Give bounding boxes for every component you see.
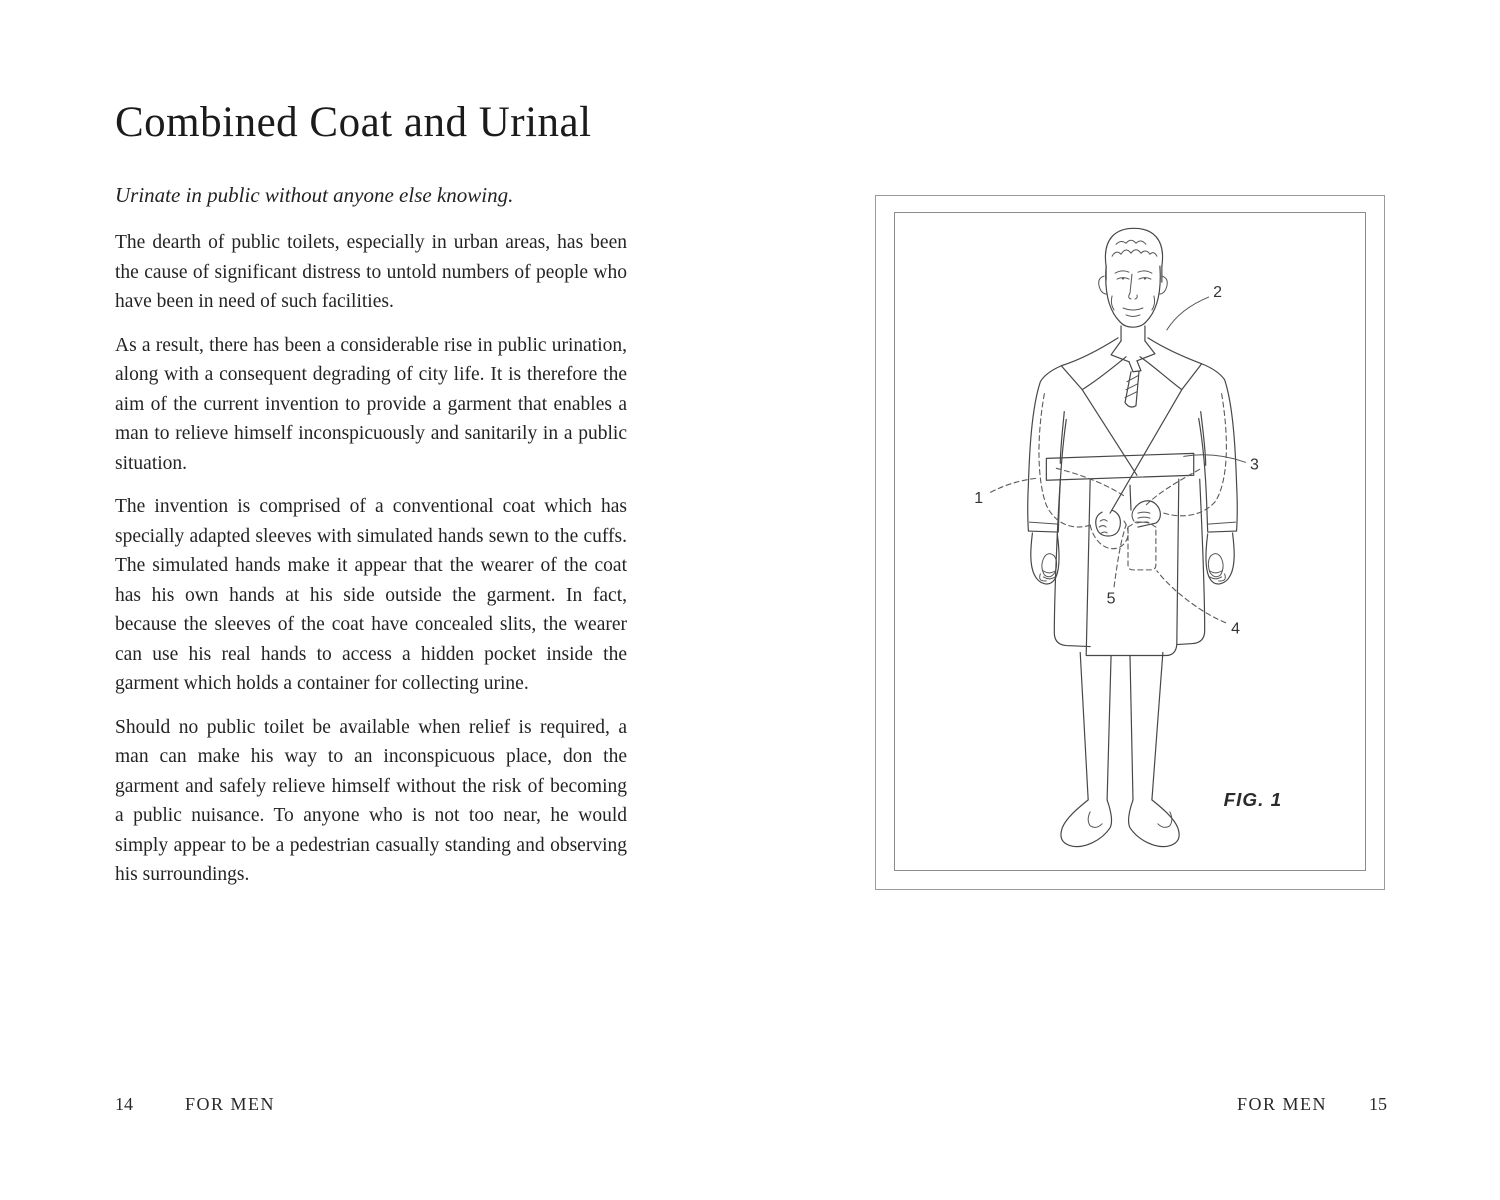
footer-left [115,1094,275,1115]
page-title: Combined Coat and Urinal [115,99,592,146]
paragraph-4: Should no public toilet be available when relief is required, a man can make his way to an inconspicuous place, don the garment and safely relieve himself without the risk of becoming a public nuisance. To anyone who is not too near, he would simply appear to be a pedestrian casually standing and observing his surroundings. [115,716,627,885]
callout-numbers [974,284,1259,638]
urine-container-dashed [1128,522,1156,570]
running-head-left: FOR MEN [185,1094,276,1114]
coat-collar [1061,338,1201,513]
figure-frame-inner [894,212,1366,871]
footer-right [1237,1094,1387,1115]
coat-belt [1046,453,1193,480]
legs-shoes [1061,653,1179,847]
page-subtitle: Urinate in public without anyone else knowing. [115,183,514,207]
paragraph-1: The dearth of public toilets, especially in urban areas, has been the cause of significant distress to untold numbers of people who have been in need of such facilities. [115,232,627,312]
figure-callout-1: 1 [974,490,984,508]
figure-callout-2: 2 [1213,284,1223,302]
patent-figure [895,213,1365,870]
hidden-arms-dashed [1039,394,1226,549]
figure-label: FIG. 1 [1223,789,1283,811]
paragraph-3: The invention is comprised of a conventional coat which has specially adapted sleeves with simulated hands sewn to the cuffs. The simulated hands make it appear that the wearer of the coat has his own hands at his side outside the garment. In fact, because the sleeves of the coat have concealed slits, the wearer can use his real hands to access a hidden pocket inside the garment which holds a container for collecting urine. [115,496,627,694]
left-page [115,98,627,904]
man-hair [1105,228,1162,282]
running-head-right: FOR MEN [1236,1094,1327,1114]
figure-man-drawing [1028,228,1238,846]
paragraph-2: As a result, there has been a considerable rise in public urination, along with a consequent degrading of city life. It is therefore the aim of the current invention to provide a garment that enables a man to relieve himself inconspicuously and sanitarily in a public situation. [115,334,627,474]
page-number-left: 14 [115,1094,133,1114]
coat-body [1054,412,1205,656]
figure-callout-5: 5 [1106,590,1116,608]
man-face [1099,266,1168,327]
figure-callout-3: 3 [1250,456,1259,474]
figure-callout-4: 4 [1231,620,1240,638]
figure-frame-outer [875,195,1385,890]
page-number-right: 15 [1369,1094,1387,1114]
